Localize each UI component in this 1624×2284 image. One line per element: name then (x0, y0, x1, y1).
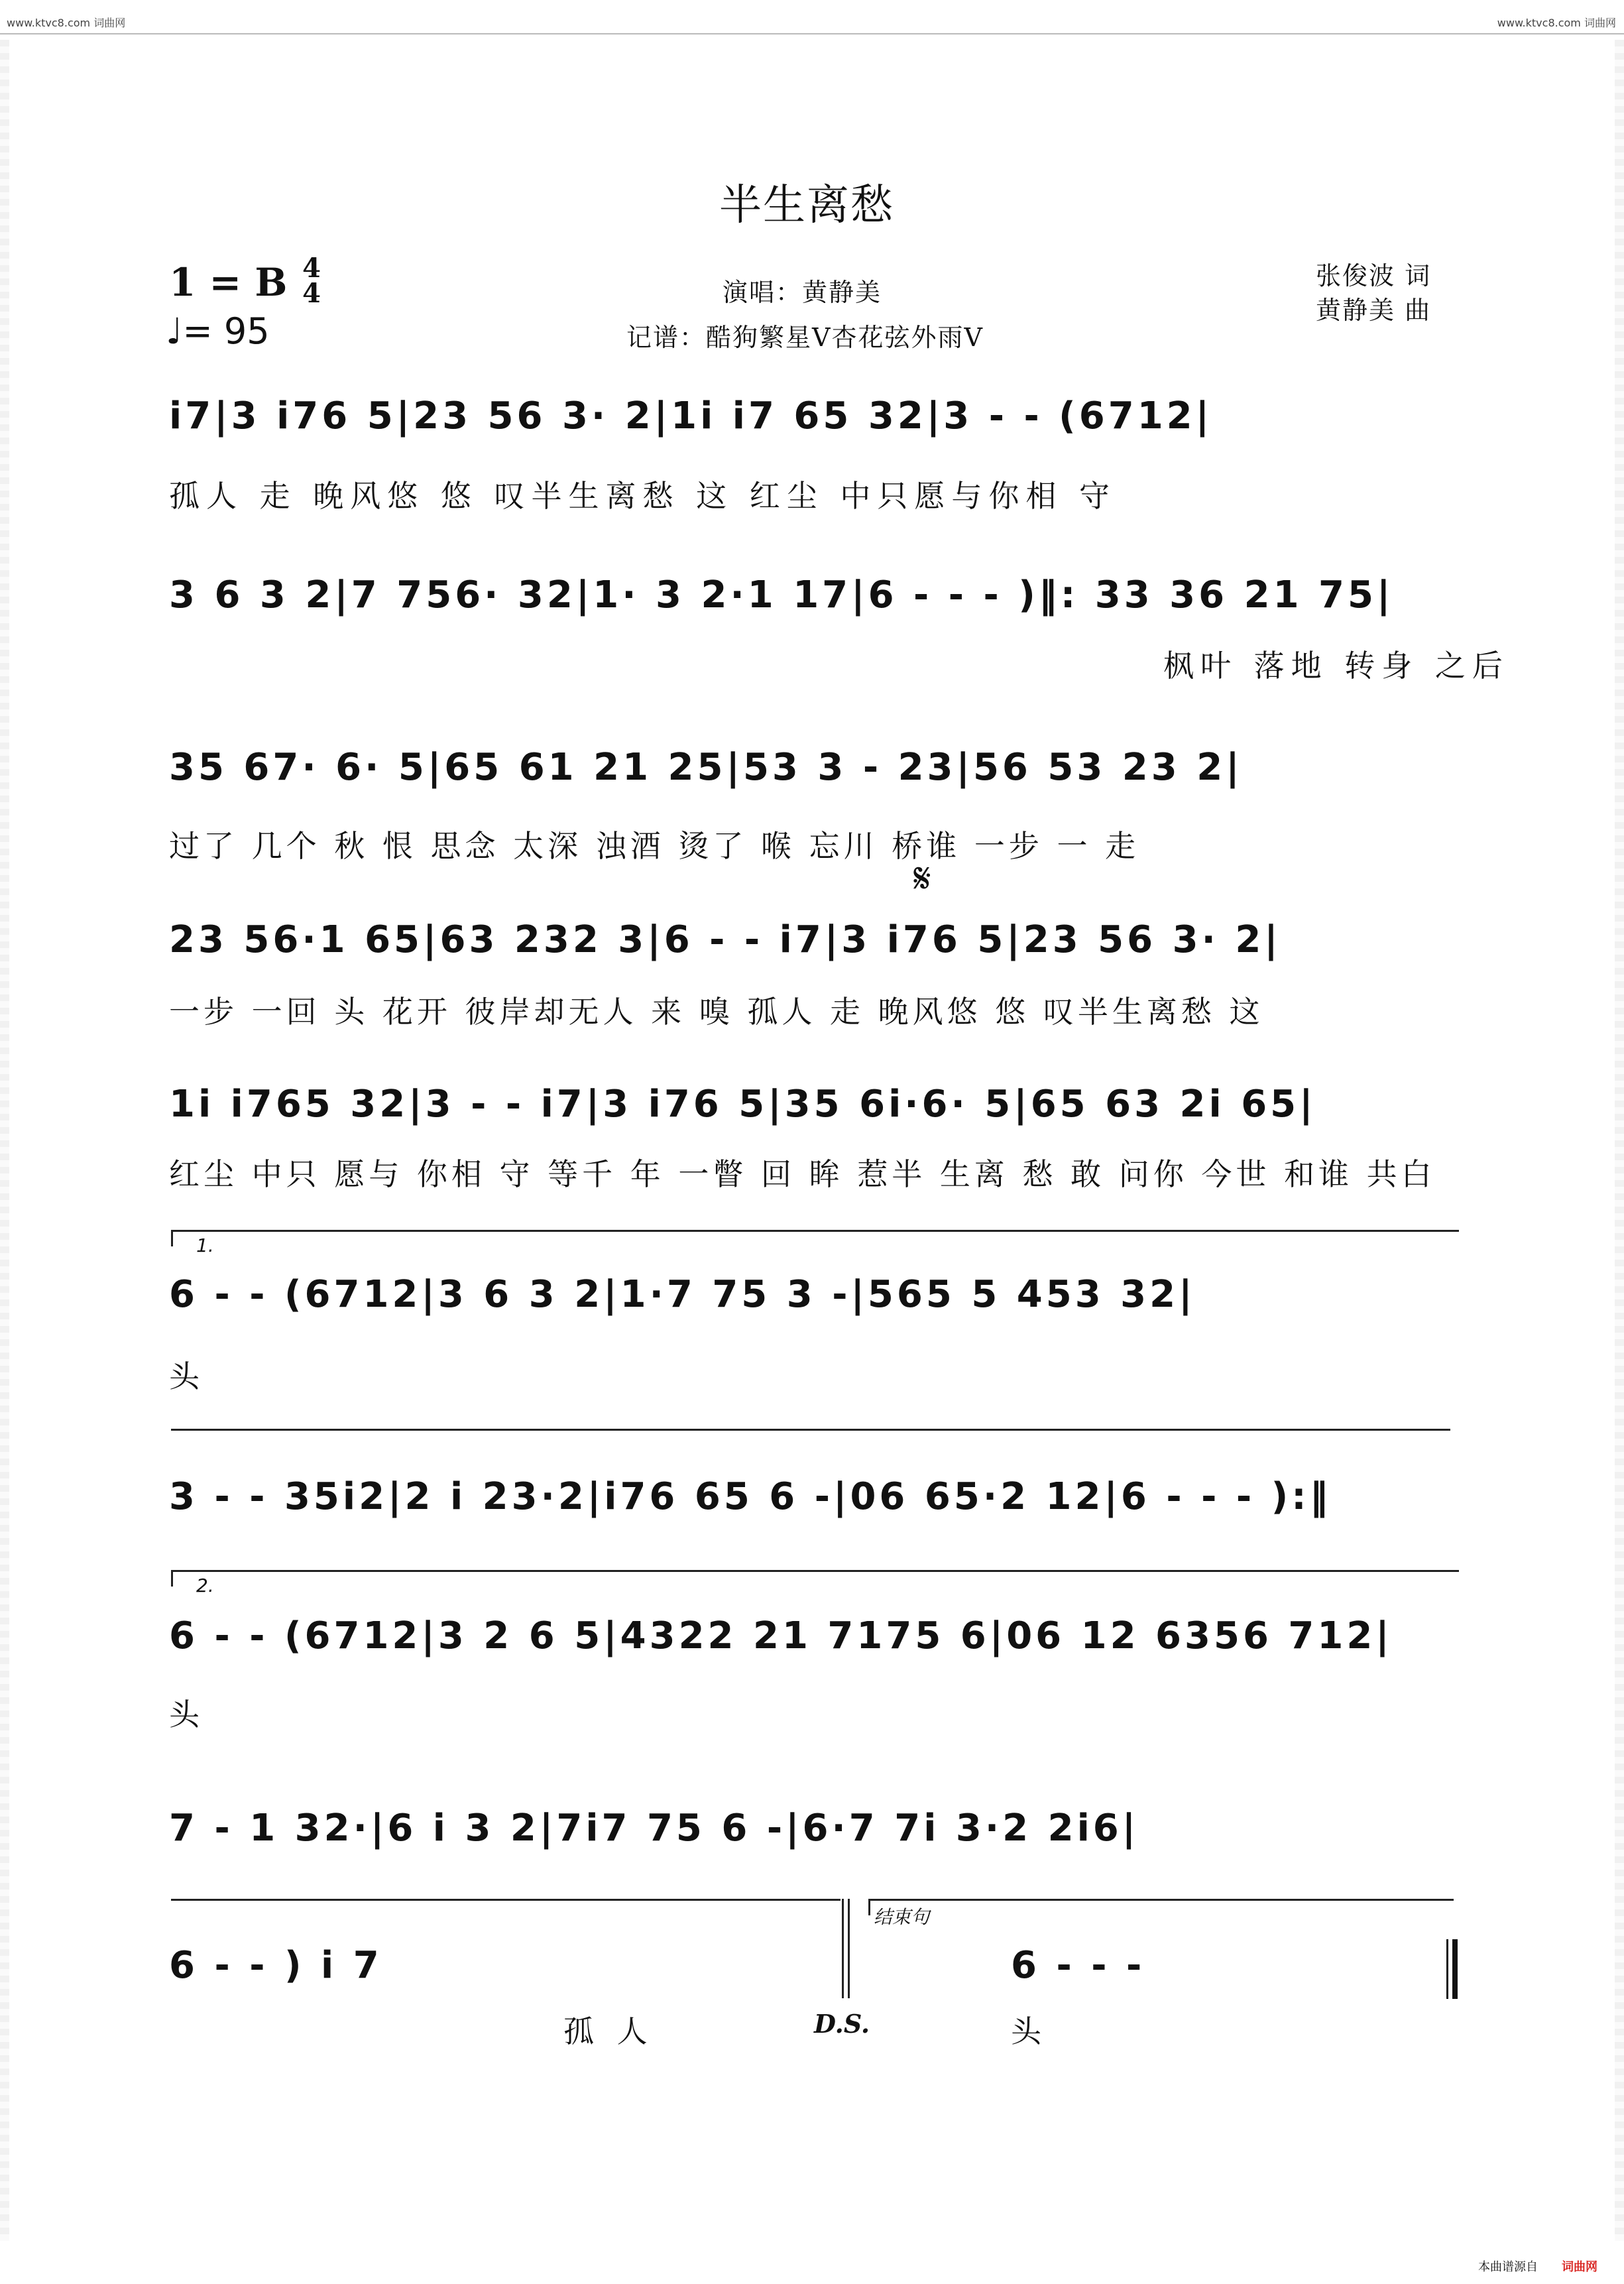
song-title: 半生离愁 (719, 181, 894, 230)
notation-row-10-ending: 6 - - - (1011, 1944, 1145, 1987)
notation-row-10: 6 - - ) i 7 (169, 1944, 382, 1987)
site-header-left (7, 15, 125, 30)
volta-bracket-1-continued (171, 1429, 1450, 1445)
row-10-bracket (171, 1899, 841, 1915)
segno-sign: 𝄋 (913, 854, 931, 902)
notation-row-9: 7 - 1 32·|6 i 3 2|7i7 75 6 -|6·7 7i 3·2 2i6| (169, 1807, 1139, 1850)
lyrics-row-4: 一步 一回 头 花开 彼岸却无人 来 嗅 孤人 走 晚风悠 悠 叹半生离愁 这 (169, 994, 1264, 1030)
lyrics-row-8: 头 (169, 1697, 206, 1732)
tempo-marking: ♩= 95 (166, 310, 270, 352)
lyrics-row-3: 过了 几个 秋 恨 思念 太深 浊酒 烫了 喉 忘川 桥谁 一步 一 走 (169, 828, 1140, 864)
lyrics-row-6: 头 (169, 1358, 206, 1394)
lyrics-row-2: 枫叶 落地 转身 之后 (1163, 648, 1509, 684)
notation-row-4: 23 56·1 65|63 232 3|6 - - i7|3 i76 5|23 56 3· 2| (169, 918, 1281, 961)
site-url-right[interactable]: www.ktvc8.com (1497, 17, 1581, 29)
composer-credit: 黄静美 曲 (1316, 296, 1432, 325)
notation-row-2: 3 6 3 2|7 756· 32|1· 3 2·1 17|6 - - - )‖: 33 36 21 75| (169, 573, 1394, 617)
lyrics-row-1: 孤人 走 晚风悠 悠 叹半生离愁 这 红尘 中只愿与你相 守 (169, 478, 1116, 514)
lyricist-credit: 张俊波 词 (1316, 261, 1432, 290)
footer-source-text: 本曲谱源自 (1478, 2260, 1538, 2274)
notation-row-6: 6 - - (6712|3 6 3 2|1·7 75 3 -|565 5 453 32| (169, 1273, 1196, 1316)
time-numerator: 4 (302, 253, 321, 284)
site-name-right[interactable]: 词曲网 (1584, 17, 1616, 29)
final-double-barline (1446, 1939, 1458, 1999)
notation-row-3: 35 67· 6· 5|65 61 21 25|53 3 - 23|56 53 23 2| (169, 746, 1243, 789)
singer-credit: 演唱：黄静美 (723, 278, 882, 307)
key-signature: 1 = B (169, 260, 288, 305)
notation-row-8: 6 - - (6712|3 2 6 5|4322 21 7175 6|06 12 6356 712| (169, 1614, 1393, 1657)
right-watermark-strip (1615, 40, 1624, 2241)
ending-label: 结束句 (874, 1906, 930, 1928)
volta-bracket-2 (171, 1570, 1459, 1587)
volta-label-2: 2. (196, 1575, 214, 1596)
notation-row-7: 3 - - 35i2|2 i 23·2|i76 65 6 -|06 65·2 12|6 - - - ):‖ (169, 1475, 1332, 1518)
notation-row-1: i7|3 i76 5|23 56 3· 2|1i i7 65 32|3 - - (6712| (169, 394, 1213, 438)
transcriber-credit: 记谱：酷狗繁星V杏花弦外雨V (626, 323, 984, 352)
final-section-barline (842, 1899, 850, 1998)
footer-brand-link[interactable]: 词曲网 (1562, 2260, 1597, 2274)
site-header-right (1497, 15, 1616, 30)
notation-row-5: 1i i765 32|3 - - i7|3 i76 5|35 6i·6· 5|65 63 2i 65| (169, 1083, 1316, 1126)
time-signature (293, 253, 330, 309)
lyrics-row-10: 孤 人 (563, 2014, 654, 2049)
time-denominator: 4 (302, 278, 321, 309)
volta-bracket-1 (171, 1230, 1459, 1246)
lyrics-row-5: 红尘 中只 愿与 你相 守 等千 年 一瞥 回 眸 惹半 生离 愁 敢 问你 今世 和谁 共白 (169, 1156, 1436, 1192)
volta-label-1: 1. (196, 1234, 214, 1256)
site-url-left[interactable]: www.ktvc8.com (7, 17, 91, 29)
left-watermark-strip (0, 40, 9, 2241)
ending-bracket (868, 1899, 1454, 1915)
site-name-left[interactable]: 词曲网 (93, 17, 126, 29)
header-rule (0, 33, 1624, 34)
lyrics-row-10-ending: 头 (1011, 2014, 1048, 2049)
dal-segno-marker: D.S. (814, 2009, 870, 2039)
